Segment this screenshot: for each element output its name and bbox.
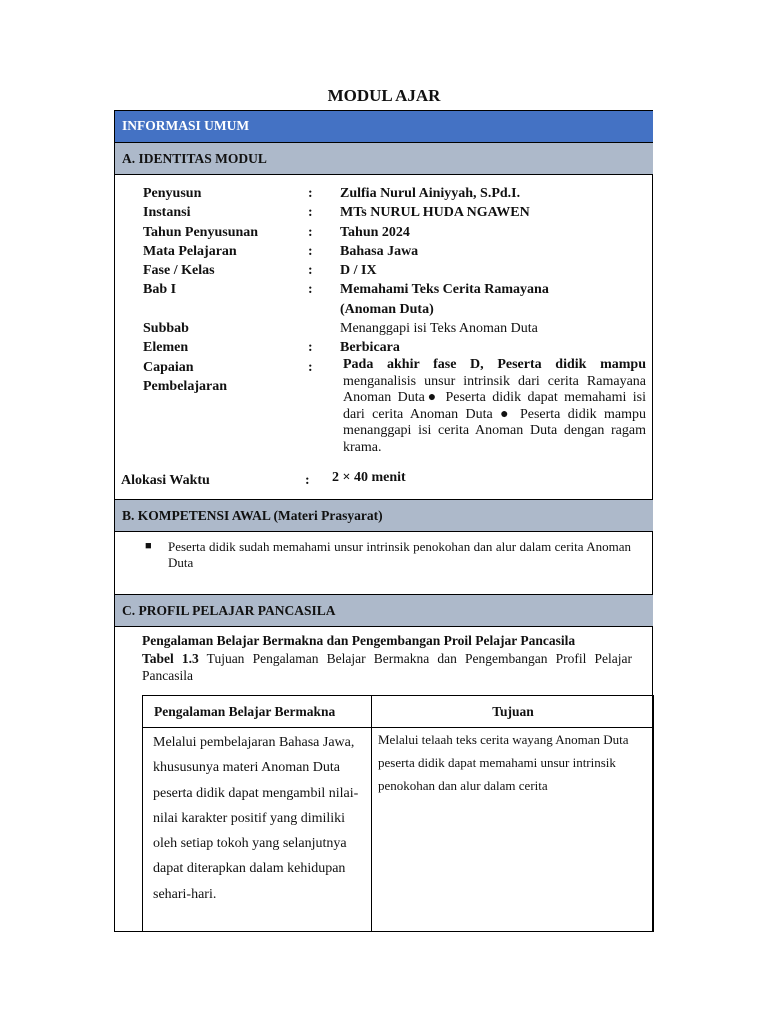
profil-sub-heading: Pengalaman Belajar Bermakna dan Pengembangan Proil Pelajar Pancasila — [142, 633, 576, 648]
colon: : — [308, 359, 313, 375]
identitas-value: Zulfia Nurul Ainiyyah, S.Pd.I. — [340, 186, 521, 201]
identitas-value: Berbicara — [340, 340, 400, 356]
frame-bottom-border — [114, 931, 654, 932]
table-cell-tujuan: Melalui telaah teks cerita wayang Anoman Duta peserta didik dapat memahami unsur intrinsik penokohan dan alur dalam cerita — [378, 732, 629, 793]
identitas-value: Tahun 2024 — [340, 224, 410, 240]
identitas-value: Bahasa Jawa — [340, 243, 419, 259]
section-informasi-umum: INFORMASI UMUM — [115, 111, 653, 143]
table-caption-text: Tujuan Pengalaman Belajar Bermakna dan Pengembangan Profil Pelajar Pancasila — [142, 651, 632, 683]
document-title: MODUL AJAR — [327, 86, 441, 105]
colon: : — [308, 282, 313, 298]
identitas-label: Mata Pelajaran — [143, 243, 237, 259]
pengalaman-table — [142, 695, 654, 932]
alokasi-value: 2 × 40 menit — [332, 470, 406, 485]
identitas-label: Instansi — [143, 205, 191, 221]
capaian-bold: Pada akhir fase D, Peserta didik mampu — [343, 357, 646, 372]
colon: : — [308, 243, 313, 259]
identitas-label: Fase / Kelas — [143, 263, 215, 279]
colon: : — [308, 186, 313, 201]
identitas-value: Memahami Teks Cerita Ramayana — [340, 282, 549, 298]
alokasi-label: Alokasi Waktu — [121, 473, 210, 488]
colon: : — [308, 205, 313, 221]
colon: : — [308, 340, 313, 356]
section-c-header: C. PROFIL PELAJAR PANCASILA — [115, 594, 653, 627]
identitas-value: Menanggapi isi Teks Anoman Duta — [340, 321, 538, 337]
identitas-label: Capaian — [143, 359, 194, 375]
section-a-header: A. IDENTITAS MODUL — [115, 142, 653, 175]
identitas-label: Subbab — [143, 321, 189, 337]
identitas-label: Bab I — [143, 282, 177, 298]
table-cell-pengalaman: Melalui pembelajaran Bahasa Jawa, khususunya materi Anoman Duta peserta didik dapat mengambil nilai-nilai karakter positif yang dimiliki oleh setiap tokoh yang selanjutnya dapat diterapkan dalam kehidupan sehari-hari. — [153, 735, 359, 902]
identitas-label: Pembelajaran — [143, 378, 227, 394]
table-header-pengalaman: Pengalaman Belajar Bermakna — [154, 704, 336, 719]
section-b-header: B. KOMPETENSI AWAL (Materi Prasyarat) — [115, 499, 653, 532]
colon: : — [308, 224, 313, 240]
identitas-value: D / IX — [340, 263, 377, 279]
table-divider — [371, 696, 372, 931]
capaian-rest: menganalisis unsur intrinsik dari cerita Ramayana Anoman Duta● Peserta didik dapat memahami isi dari cerita Anoman Duta ● Peserta didik mampu menanggapi isi cerita Anoman Duta dengan ragam krama. — [343, 373, 646, 455]
table-label: Tabel 1.3 — [142, 651, 199, 666]
bullet-icon: ■ — [145, 540, 152, 552]
alokasi-colon: : — [305, 473, 310, 488]
table-header-tujuan: Tujuan — [492, 704, 534, 719]
table-caption — [142, 651, 632, 684]
identitas-label: Elemen — [143, 340, 189, 356]
capaian-pembelajaran-text — [343, 357, 646, 457]
identitas-value: (Anoman Duta) — [340, 301, 434, 317]
colon: : — [308, 263, 313, 279]
identitas-label: Tahun Penyusunan — [143, 224, 259, 240]
identitas-value: MTs NURUL HUDA NGAWEN — [340, 205, 530, 221]
kompetensi-item: Peserta didik sudah memahami unsur intrinsik penokohan dan alur dalam cerita Anoman Duta — [168, 539, 631, 570]
identitas-label: Penyusun — [143, 186, 202, 201]
